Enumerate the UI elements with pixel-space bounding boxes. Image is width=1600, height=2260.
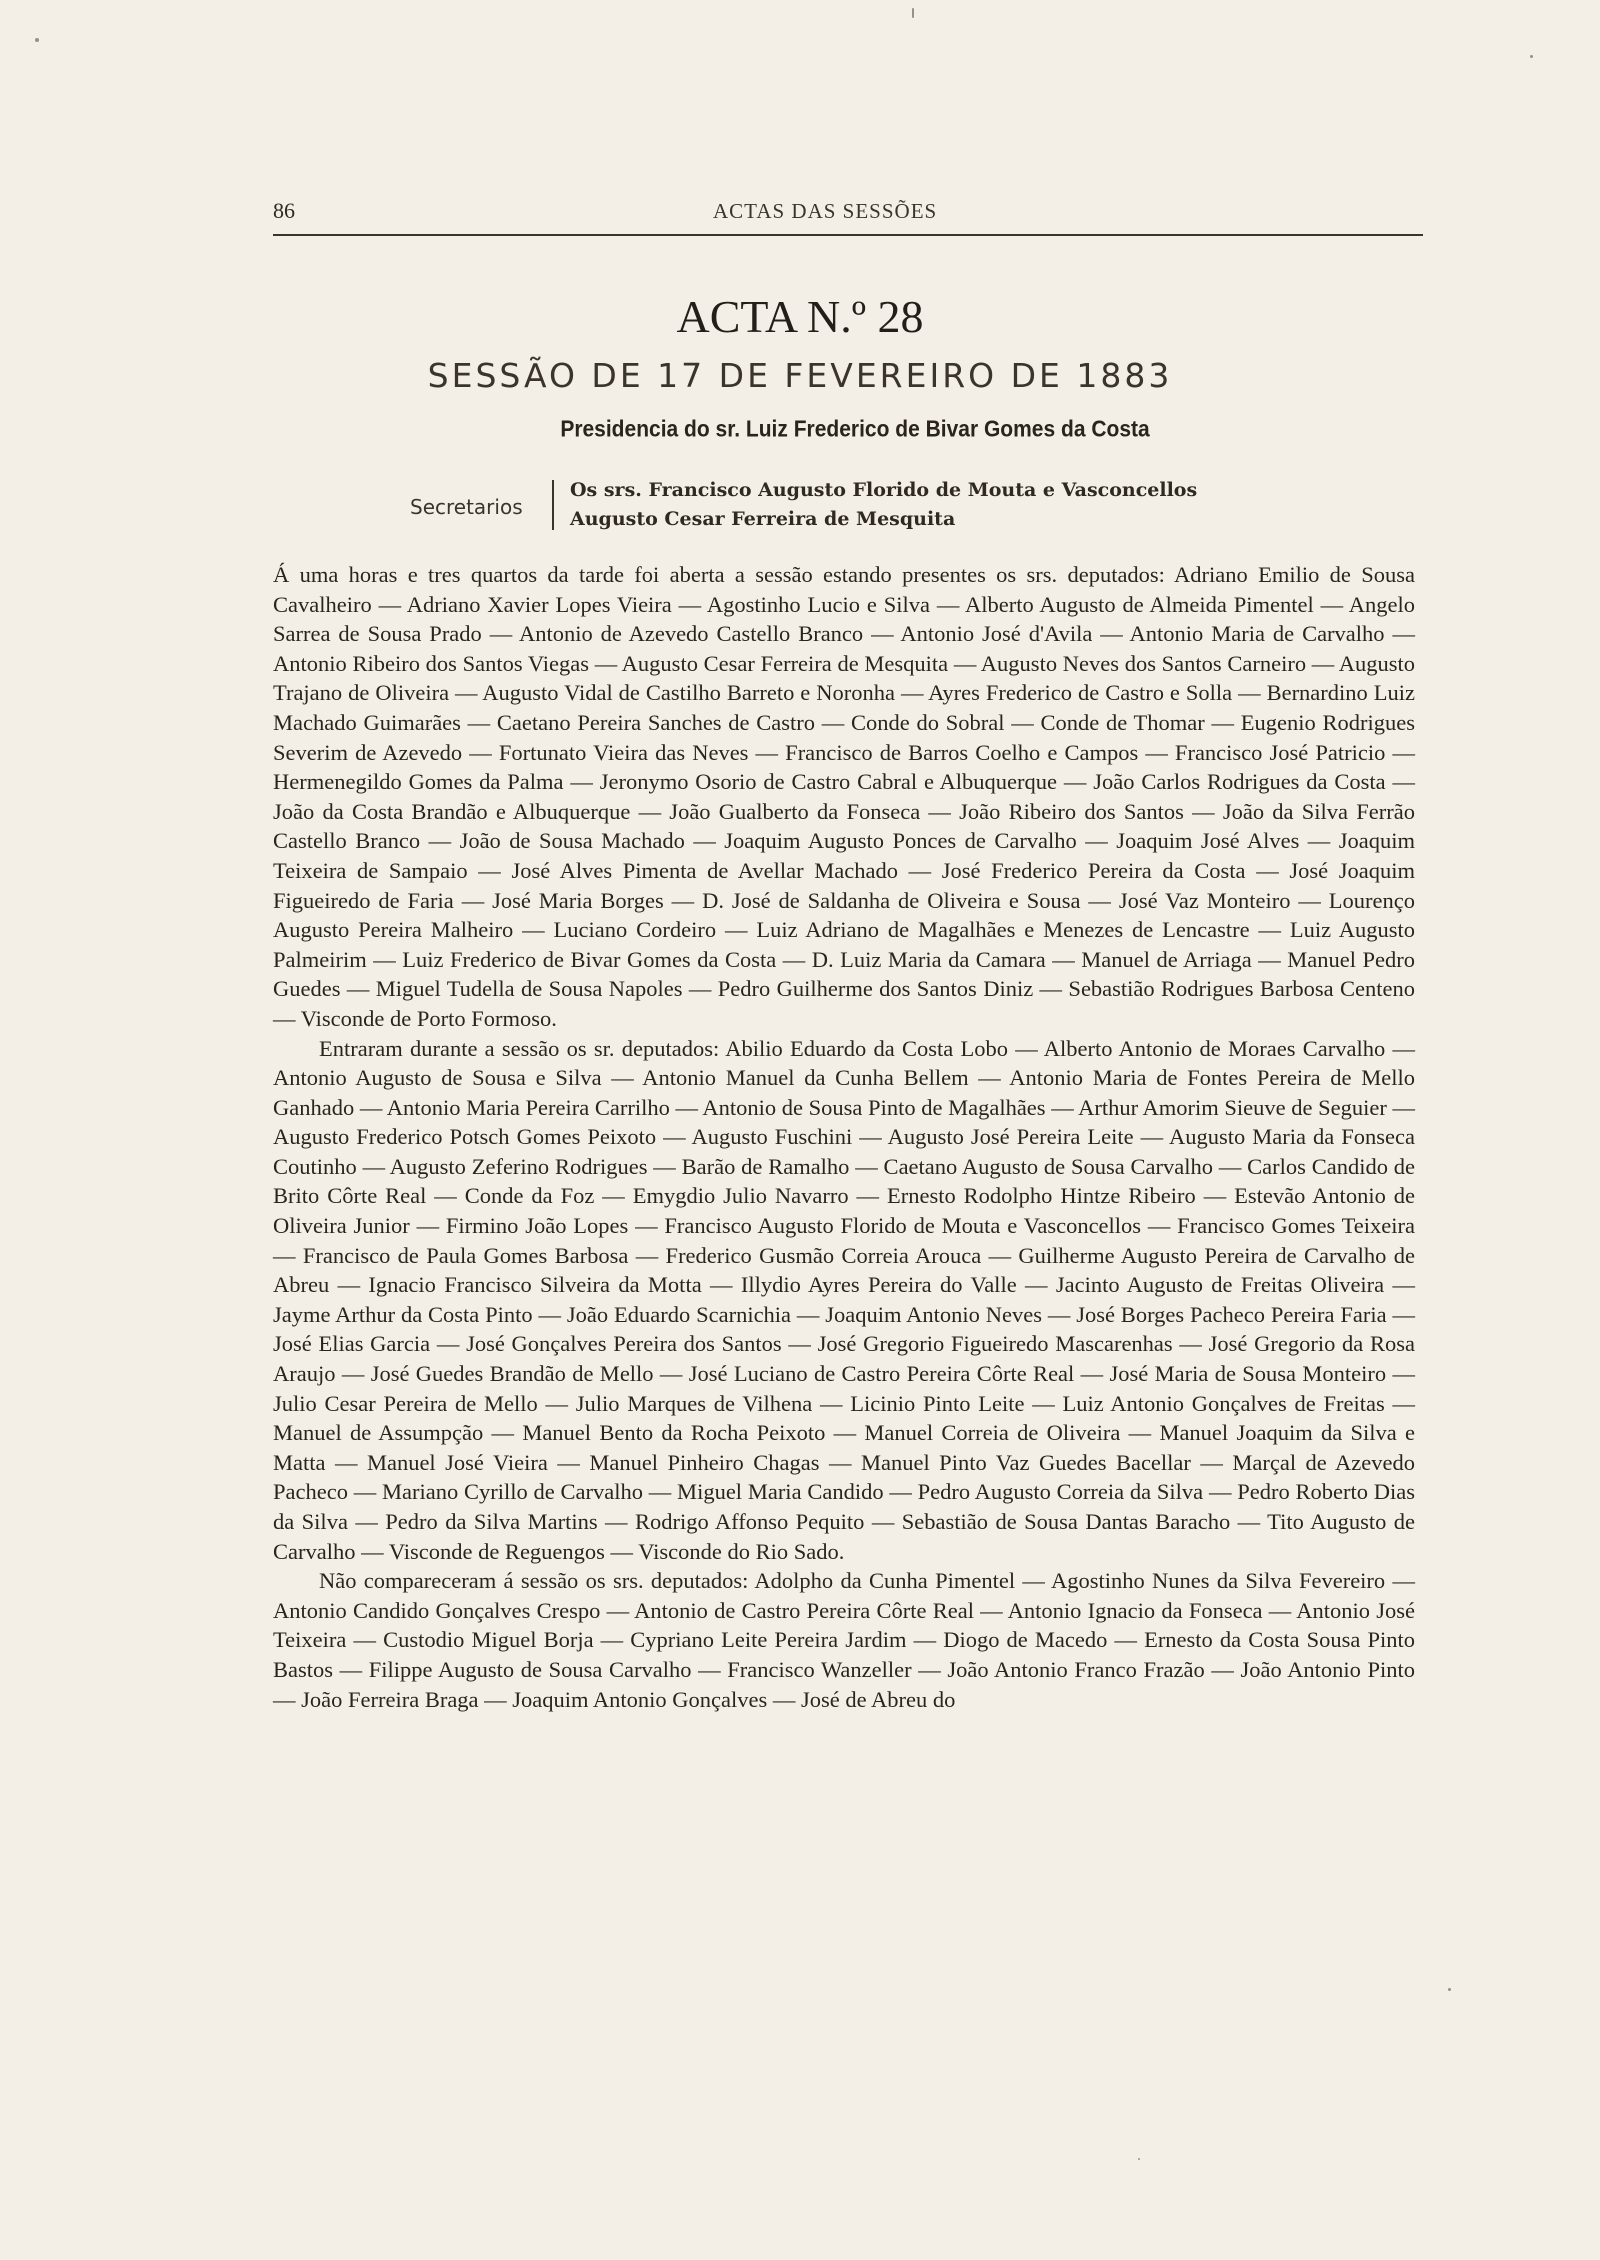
acta-title: ACTA N.º 28 — [676, 291, 924, 342]
session-title: SESSÃO DE 17 DE FEVEREIRO DE 1883 — [427, 356, 1173, 395]
paper-speck — [1448, 1988, 1451, 1991]
paragraph-entered: Entraram durante a sessão os sr. deputados: Abilio Eduardo da Costa Lobo — Alberto Antonio de Moraes Carvalho — Antonio Augusto de Sousa e Silva — Antonio Manuel da Cunha Bellem — Antonio Maria de Fontes Pereira de Mello Ganhado — Antonio Maria Pereira Carrilho — Antonio de Sousa Pinto de Magalhães — Arthur Amorim Sieuve de Seguier — Augusto Frederico Potsch Gomes Peixoto — Augusto Fuschini — Augusto José Pereira Leite — Augusto Maria da Fonseca Coutinho — Augusto Zeferino Rodrigues — Barão de Ramalho — Caetano Augusto de Sousa Carvalho — Carlos Candido de Brito Côrte Real — Conde da Foz — Emygdio Julio Navarro — Ernesto Rodolpho Hintze Ribeiro — Estevão Antonio de Oliveira Junior — Firmino João Lopes — Francisco Augusto Florido de Mouta e Vasconcellos — Francisco Gomes Teixeira — Francisco de Paula Gomes Barbosa — Frederico Gusmão Correia Arouca — Guilherme Augusto Pereira de Carvalho de Abreu — Ignacio Francisco Silveira da Motta — Illydio Ayres Pereira do Valle — Jacinto Augusto de Freitas Oliveira — Jayme Arthur da Costa Pinto — João Eduardo Scarnichia — Joaquim Antonio Neves — José Borges Pacheco Pereira Faria — José Elias Garcia — José Gonçalves Pereira dos Santos — José Gregorio Figueiredo Mascarenhas — José Gregorio da Rosa Araujo — José Guedes Brandão de Mello — José Luciano de Castro Pereira Côrte Real — José Maria de Sousa Monteiro — Julio Cesar Pereira de Mello — Julio Marques de Vilhena — Licinio Pinto Leite — Luiz Antonio Gonçalves de Freitas — Manuel de Assumpção — Manuel Bento da Rocha Peixoto — Manuel Correia de Oliveira — Manuel Joaquim da Silva e Matta — Manuel José Vieira — Manuel Pinheiro Chagas — Manuel Pinto Vaz Guedes Bacellar — Marçal de Azevedo Pacheco — Mariano Cyrillo de Carvalho — Miguel Maria Candido — Pedro Augusto Correia da Silva — Pedro Roberto Dias da Silva — Pedro da Silva Martins — Rodrigo Affonso Pequito — Sebastião de Sousa Dantas Baracho — Tito Augusto de Carvalho — Visconde de Reguengos — Visconde do Rio Sado. — [273, 1035, 1415, 1564]
body-text — [273, 560, 1415, 1714]
page-number: 86 — [273, 198, 295, 223]
paper-speck — [35, 38, 39, 42]
presidency-line: Presidencia do sr. Luiz Frederico de Bivar Gomes da Costa — [560, 416, 1150, 443]
secretary-name: Os srs. Francisco Augusto Florido de Mouta e Vasconcellos — [570, 479, 1198, 501]
paragraph-present: Á uma horas e tres quartos da tarde foi aberta a sessão estando presentes os srs. deputados: Adriano Emilio de Sousa Cavalheiro — Adriano Xavier Lopes Vieira — Agostinho Lucio e Silva — Alberto Augusto de Almeida Pimentel — Angelo Sarrea de Sousa Prado — Antonio de Azevedo Castello Branco — Antonio José d'Avila — Antonio Maria de Carvalho — Antonio Ribeiro dos Santos Viegas — Augusto Cesar Ferreira de Mesquita — Augusto Neves dos Santos Carneiro — Augusto Trajano de Oliveira — Augusto Vidal de Castilho Barreto e Noronha — Ayres Frederico de Castro e Solla — Bernardino Luiz Machado Guimarães — Caetano Pereira Sanches de Castro — Conde do Sobral — Conde de Thomar — Eugenio Rodrigues Severim de Azevedo — Fortunato Vieira das Neves — Francisco de Barros Coelho e Campos — Francisco José Patricio — Hermenegildo Gomes da Palma — Jeronymo Osorio de Castro Cabral e Albuquerque — João Carlos Rodrigues da Costa — João da Costa Brandão e Albuquerque — João Gualberto da Fonseca — João Ribeiro dos Santos — João da Silva Ferrão Castello Branco — João de Sousa Machado — Joaquim Augusto Ponces de Carvalho — Joaquim José Alves — Joaquim Teixeira de Sampaio — José Alves Pimenta de Avellar Machado — José Frederico Pereira da Costa — José Joaquim Figueiredo de Faria — José Maria Borges — D. José de Saldanha de Oliveira e Sousa — José Vaz Monteiro — Lourenço Augusto Pereira Malheiro — Luciano Cordeiro — Luiz Adriano de Magalhães e Menezes de Lencastre — Luiz Augusto Palmeirim — Luiz Frederico de Bivar Gomes da Costa — D. Luiz Maria da Camara — Manuel de Arriaga — Manuel Pedro Guedes — Miguel Tudella de Sousa Napoles — Pedro Guilherme dos Santos Diniz — Sebastião Rodrigues Barbosa Centeno — Visconde de Porto Formoso. — [273, 562, 1415, 1031]
paper-speck — [1138, 2158, 1140, 2160]
paper-speck — [912, 8, 914, 18]
secretaries-names — [570, 476, 1197, 534]
running-header — [273, 198, 1423, 228]
brace-divider — [552, 480, 560, 530]
secretary-name: Augusto Cesar Ferreira de Mesquita — [570, 508, 956, 530]
secretaries-block — [410, 476, 1310, 536]
header-rule — [273, 234, 1423, 236]
paper-speck — [1530, 55, 1533, 58]
secretaries-label: Secretarios — [410, 495, 523, 519]
running-title: ACTAS DAS SESSÕES — [713, 199, 938, 223]
paragraph-absent: Não compareceram á sessão os srs. deputados: Adolpho da Cunha Pimentel — Agostinho Nunes da Silva Fevereiro — Antonio Candido Gonçalves Crespo — Antonio de Castro Pereira Côrte Real — Antonio Ignacio da Fonseca — Antonio José Teixeira — Custodio Miguel Borja — Cypriano Leite Pereira Jardim — Diogo de Macedo — Ernesto da Costa Sousa Pinto Bastos — Filippe Augusto de Sousa Carvalho — Francisco Wanzeller — João Antonio Franco Frazão — João Antonio Pinto — João Ferreira Braga — Joaquim Antonio Gonçalves — José de Abreu do — [273, 1568, 1415, 1712]
